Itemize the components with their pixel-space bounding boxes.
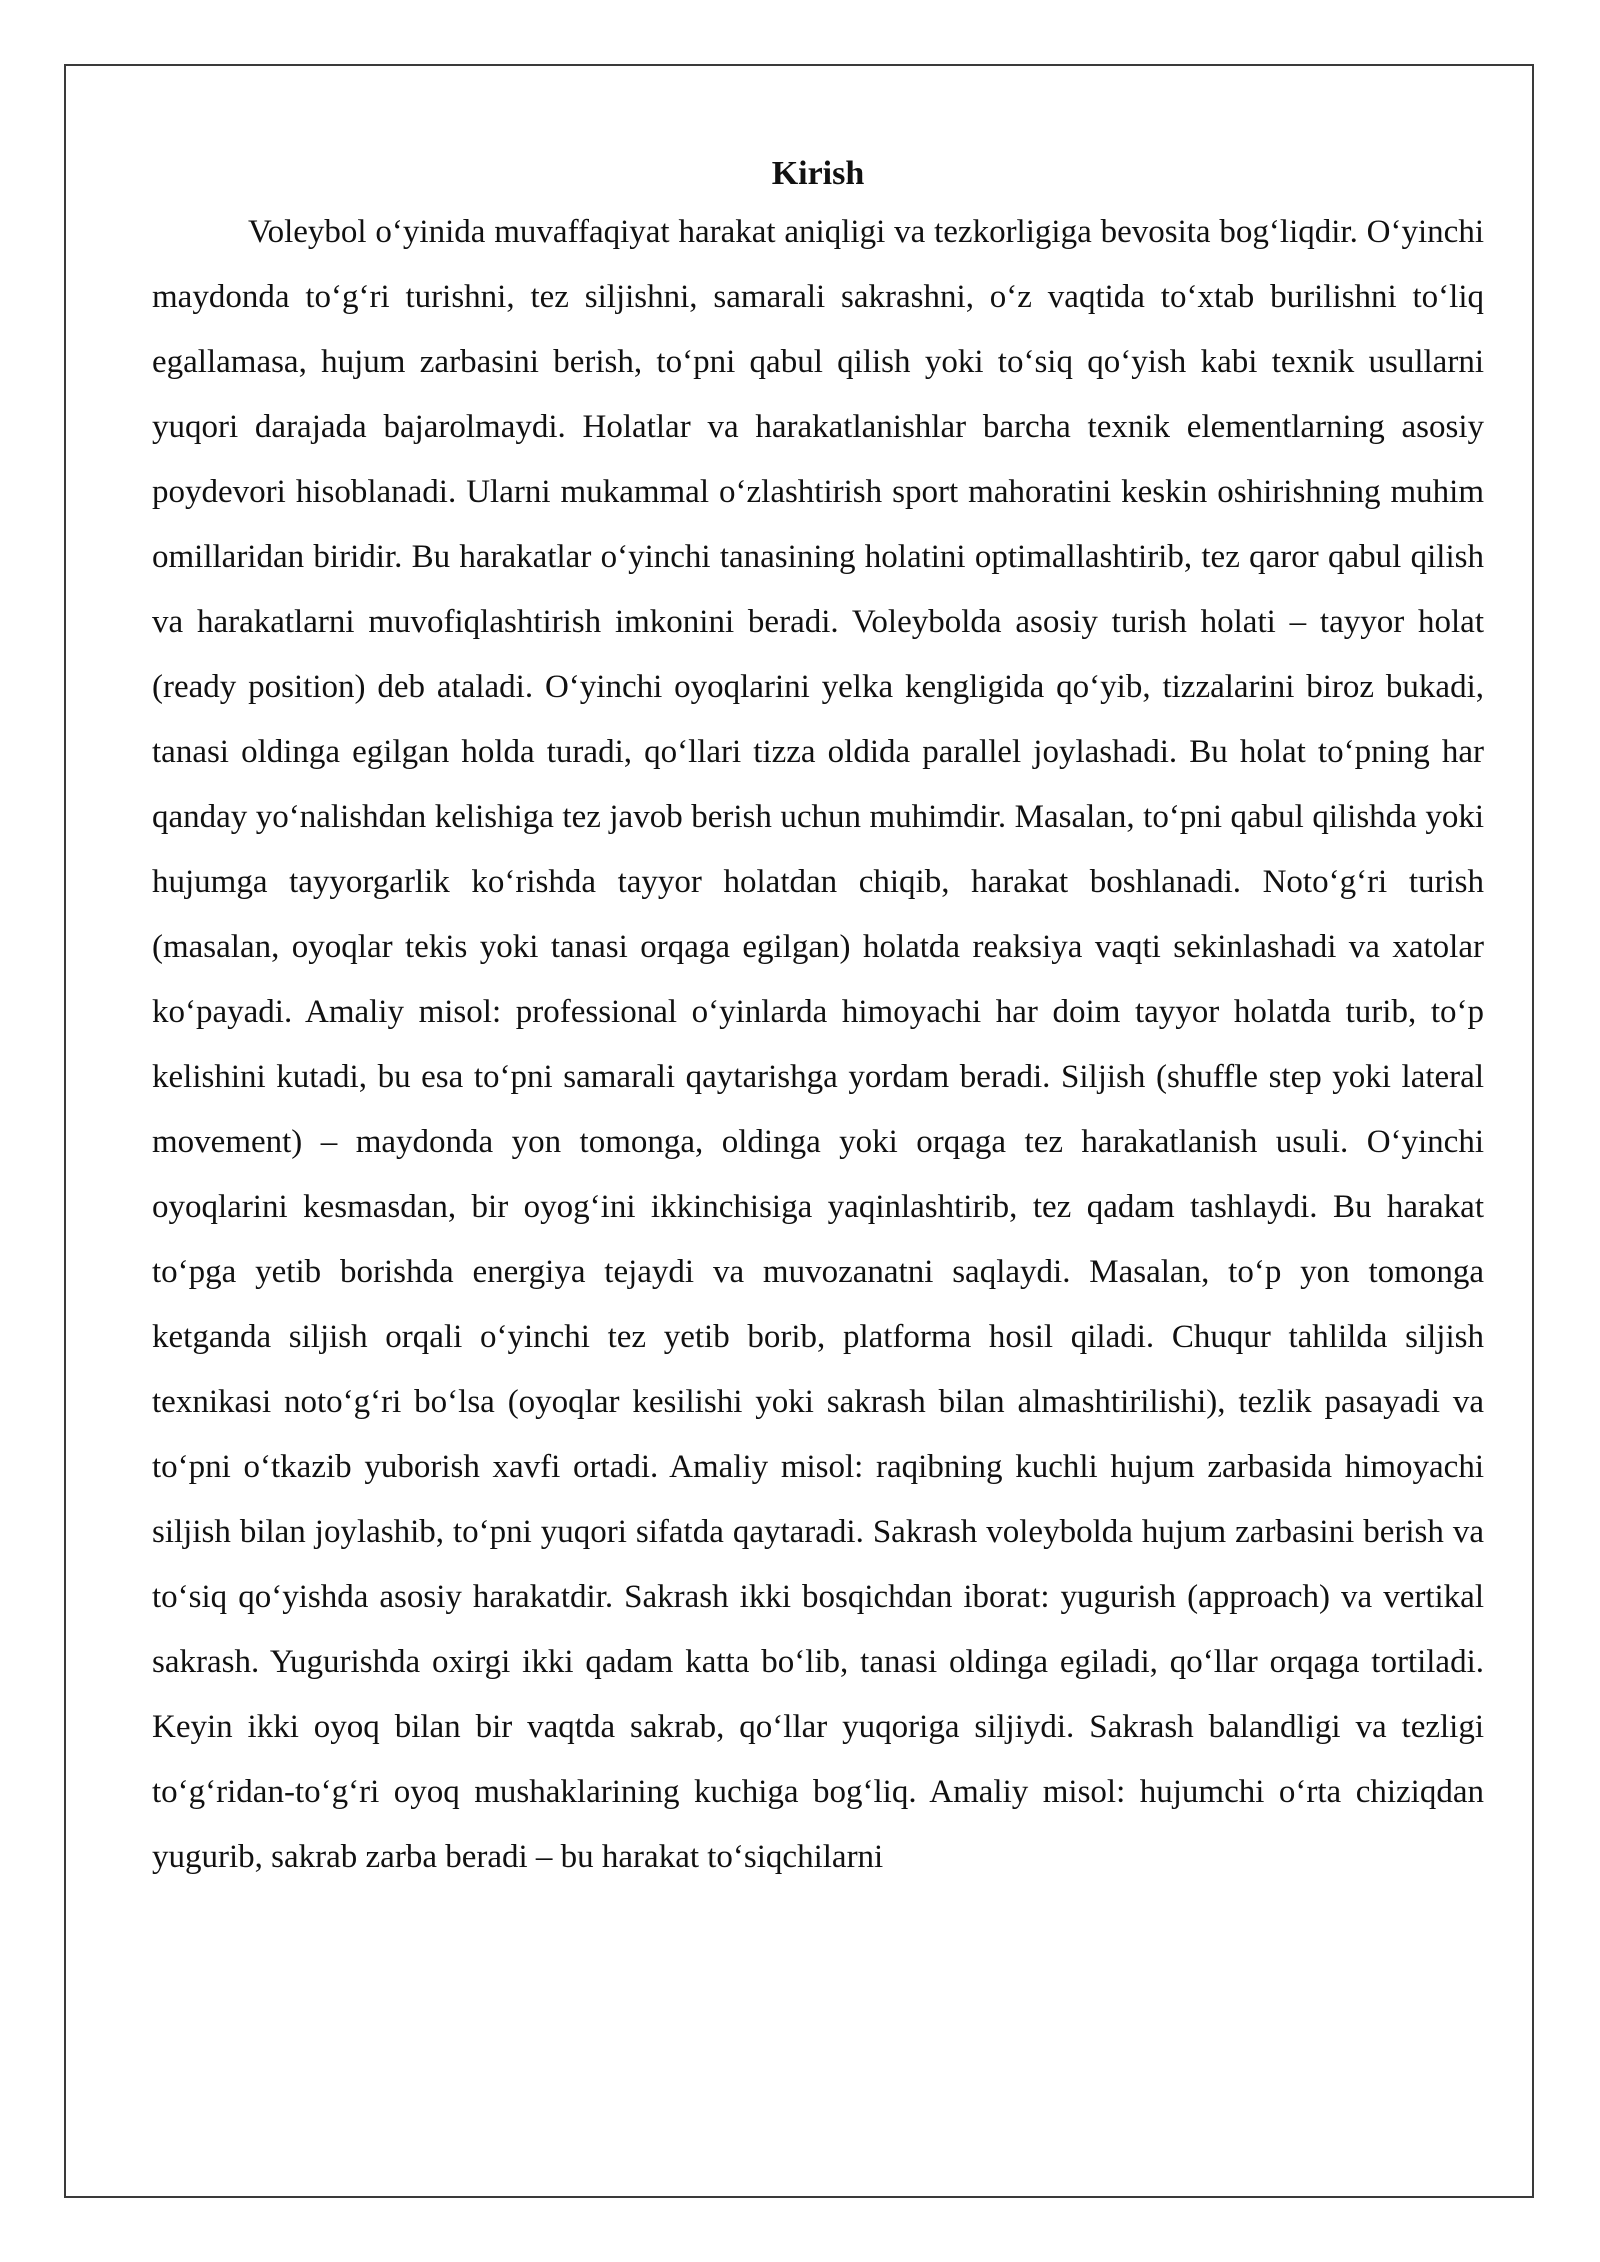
document-content bbox=[152, 148, 1484, 1890]
page-title: Kirish bbox=[771, 155, 865, 192]
body-paragraph: Voleybol o‘yinida muvaffaqiyat harakat aniqligi va tezkorligiga bevosita bog‘liqdir. O‘yinchi maydonda to‘g‘ri turishni, tez siljishni, samarali sakrashni, o‘z vaqtida to‘xtab burilishni to‘liq egallamasa, hujum zarbasini berish, to‘pni qabul qilish yoki to‘siq qo‘yish kabi texnik usullarni yuqori darajada bajarolmaydi. Holatlar va harakatlanishlar barcha texnik elementlarning asosiy poydevori hisoblanadi. Ularni mukammal o‘zlashtirish sport mahoratini keskin oshirishning muhim omillaridan biridir. Bu harakatlar o‘yinchi tanasining holatini optimallashtirib, tez qaror qabul qilish va harakatlarni muvofiqlashtirish imkonini beradi. Voleybolda asosiy turish holati – tayyor holat (ready position) deb ataladi. O‘yinchi oyoqlarini yelka kengligida qo‘yib, tizzalarini biroz bukadi, tanasi oldinga egilgan holda turadi, qo‘llari tizza oldida parallel joylashadi. Bu holat to‘pning har qanday yo‘nalishdan kelishiga tez javob berish uchun muhimdir. Masalan, to‘pni qabul qilishda yoki hujumga tayyorgarlik ko‘rishda tayyor holatdan chiqib, harakat boshlanadi. Noto‘g‘ri turish (masalan, oyoqlar tekis yoki tanasi orqaga egilgan) holatda reaksiya vaqti sekinlashadi va xatolar ko‘payadi. Amaliy misol: professional o‘yinlarda himoyachi har doim tayyor holatda turib, to‘p kelishini kutadi, bu esa to‘pni samarali qaytarishga yordam beradi. Siljish (shuffle step yoki lateral movement) – maydonda yon tomonga, oldinga yoki orqaga tez harakatlanish usuli. O‘yinchi oyoqlarini kesmasdan, bir oyog‘ini ikkinchisiga yaqinlashtirib, tez qadam tashlaydi. Bu harakat to‘pga yetib borishda energiya tejaydi va muvozanatni saqlaydi. Masalan, to‘p yon tomonga ketganda siljish orqali o‘yinchi tez yetib borib, platforma hosil qiladi. Chuqur tahlilda siljish texnikasi noto‘g‘ri bo‘lsa (oyoqlar kesilishi yoki sakrash bilan almashtirilishi), tezlik pasayadi va to‘pni o‘tkazib yuborish xavfi ortadi. Amaliy misol: raqibning kuchli hujum zarbasida himoyachi siljish bilan joylashib, to‘pni yuqori sifatda qaytaradi. Sakrash voleybolda hujum zarbasini berish va to‘siq qo‘yishda asosiy harakatdir. Sakrash ikki bosqichdan iborat: yugurish (approach) va vertikal sakrash. Yugurishda oxirgi ikki qadam katta bo‘lib, tanasi oldinga egiladi, qo‘llar orqaga tortiladi. Keyin ikki oyoq bilan bir vaqtda sakrab, qo‘llar yuqoriga siljiydi. Sakrash balandligi va tezligi to‘g‘ridan-to‘g‘ri oyoq mushaklarining kuchiga bog‘liq. Amaliy misol: hujumchi o‘rta chiziqdan yugurib, sakrab zarba beradi – bu harakat to‘siqchilarni bbox=[152, 214, 1484, 1875]
